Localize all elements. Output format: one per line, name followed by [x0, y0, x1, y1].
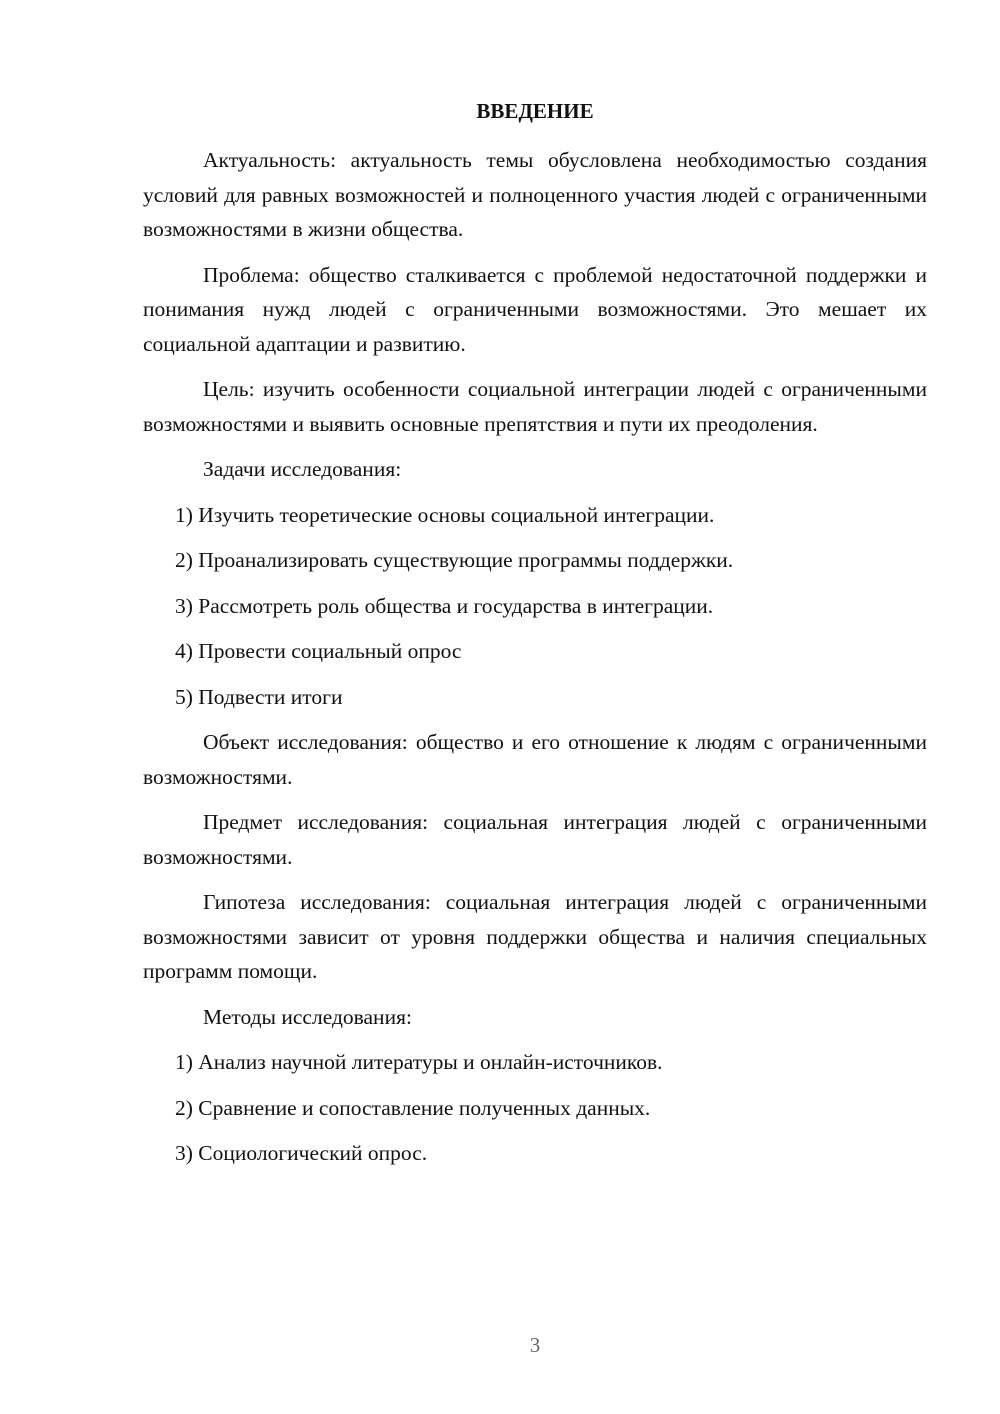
task-item: 3) Рассмотреть роль общества и государства в интеграции. [175, 593, 714, 618]
problem-paragraph: Проблема: общество сталкивается с проблемой недостаточной поддержки и понимания нужд людей с ограниченными возможностями. Это мешает их социальной адаптации и развитию. [143, 262, 927, 356]
page-title: ВВЕДЕНИЕ [476, 99, 594, 123]
task-item: 5) Подвести итоги [175, 684, 343, 709]
task-item: 1) Изучить теоретические основы социальной интеграции. [175, 502, 715, 527]
methods-heading: Методы исследования: [203, 1004, 412, 1029]
method-item: 2) Сравнение и сопоставление полученных данных. [175, 1095, 651, 1120]
hypothesis-paragraph: Гипотеза исследования: социальная интеграция людей с ограниченными возможностями зависит от уровня поддержки общества и наличия специальных программ помощи. [143, 890, 927, 983]
object-paragraph: Объект исследования: общество и его отношение к людям с ограниченными возможностями. [143, 730, 927, 789]
document-body [143, 143, 927, 1182]
task-item: 2) Проанализировать существующие программы поддержки. [175, 548, 734, 572]
tasks-heading: Задачи исследования: [203, 457, 402, 481]
goal-paragraph: Цель: изучить особенности социальной интеграции людей с ограниченными возможностями и выявить основные препятствия и пути их преодоления. [143, 377, 927, 436]
subject-paragraph: Предмет исследования: социальная интеграция людей с ограниченными возможностями. [143, 810, 927, 869]
method-item: 3) Социологический опрос. [175, 1141, 428, 1165]
method-item: 1) Анализ научной литературы и онлайн-источников. [175, 1050, 663, 1074]
relevance-paragraph: Актуальность: актуальность темы обусловлена необходимостью создания условий для равных возможностей и полноценного участия людей с ограниченными возможностями в жизни общества. [143, 148, 927, 241]
page-number: 3 [529, 1333, 541, 1357]
task-item: 4) Провести социальный опрос [175, 639, 462, 663]
